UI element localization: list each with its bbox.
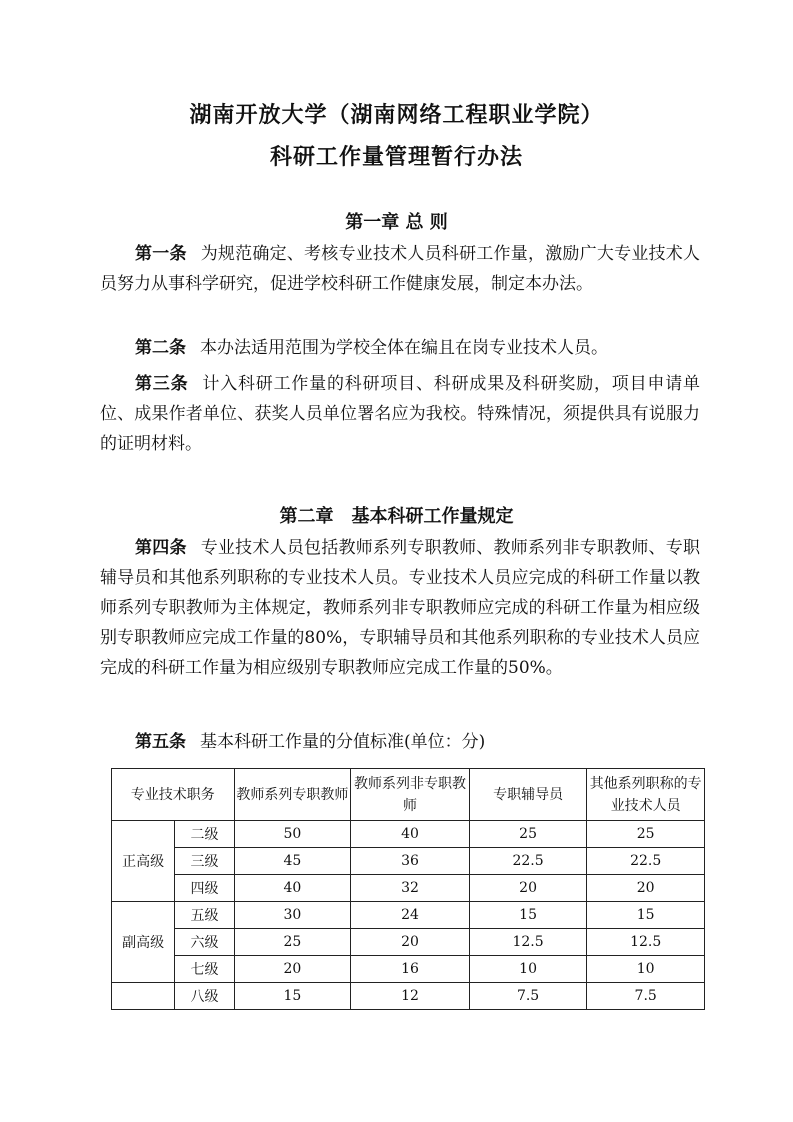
article-4-text: 专业技术人员包括教师系列专职教师、教师系列非专职教师、专职辅导员和其他系列职称的专业技术人员。专业技术人员应完成的科研工作量以教师系列专职教师为主体规定，教师系列非专职教师应完成的科研工作量为相应级别专职教师应完成工作量的80%，专职辅导员和其他系列职称的专业技术人员应完成的科研工作量为相应级别专职教师应完成工作量的50%。 (100, 538, 701, 678)
article-4-label: 第四条 (135, 538, 187, 558)
level-cell: 六级 (175, 929, 234, 956)
article-1 (100, 239, 700, 299)
value-cell: 15 (234, 983, 351, 1010)
chapter-2-heading: 第二章 基本科研工作量规定 (279, 506, 514, 527)
article-5 (100, 727, 700, 757)
header-other-staff: 其他系列职称的专业技术人员 (587, 769, 705, 821)
header-part-time-teacher: 教师系列非专职教师 (351, 769, 470, 821)
value-cell: 12.5 (587, 929, 705, 956)
header-full-time-teacher: 教师系列专职教师 (234, 769, 351, 821)
value-cell: 32 (351, 875, 470, 902)
table-row (112, 902, 705, 929)
value-cell: 10 (587, 956, 705, 983)
header-counselor: 专职辅导员 (469, 769, 587, 821)
table-row (112, 848, 705, 875)
article-4 (100, 533, 700, 683)
value-cell: 10 (469, 956, 587, 983)
value-cell: 50 (234, 821, 351, 848)
value-cell: 20 (469, 875, 587, 902)
group-associate: 副高级 (112, 902, 175, 983)
value-cell: 25 (587, 821, 705, 848)
value-cell: 36 (351, 848, 470, 875)
value-cell: 7.5 (587, 983, 705, 1010)
value-cell: 15 (587, 902, 705, 929)
group-blank (112, 983, 175, 1010)
article-2 (100, 333, 700, 363)
value-cell: 30 (234, 902, 351, 929)
article-1-label: 第一条 (135, 244, 187, 264)
value-cell: 16 (351, 956, 470, 983)
table-row (112, 821, 705, 848)
table-row (112, 929, 705, 956)
value-cell: 12 (351, 983, 470, 1010)
value-cell: 22.5 (587, 848, 705, 875)
document-title-line2: 科研工作量管理暂行办法 (269, 145, 523, 170)
level-cell: 五级 (175, 902, 234, 929)
value-cell: 40 (351, 821, 470, 848)
article-2-label: 第二条 (135, 338, 186, 358)
table-row (112, 875, 705, 902)
header-title: 专业技术职务 (112, 769, 235, 821)
article-5-text: 基本科研工作量的分值标准(单位：分) (200, 732, 486, 752)
workload-standard-table (111, 768, 705, 1010)
chapter-1-heading: 第一章 总 则 (345, 212, 448, 233)
article-3 (100, 369, 700, 459)
value-cell: 15 (469, 902, 587, 929)
value-cell: 25 (469, 821, 587, 848)
value-cell: 20 (587, 875, 705, 902)
value-cell: 12.5 (469, 929, 587, 956)
value-cell: 7.5 (469, 983, 587, 1010)
level-cell: 七级 (175, 956, 234, 983)
value-cell: 24 (351, 902, 470, 929)
level-cell: 四级 (175, 875, 234, 902)
value-cell: 25 (234, 929, 351, 956)
level-cell: 八级 (175, 983, 234, 1010)
table-row (112, 956, 705, 983)
value-cell: 40 (234, 875, 351, 902)
article-1-text: 为规范确定、考核专业技术人员科研工作量，激励广大专业技术人员努力从事科学研究，促进学校科研工作健康发展，制定本办法。 (100, 244, 701, 294)
value-cell: 20 (234, 956, 351, 983)
table-header-row (112, 769, 705, 821)
value-cell: 22.5 (469, 848, 587, 875)
document-title-line1: 湖南开放大学（湖南网络工程职业学院） (189, 103, 604, 128)
table-row (112, 983, 705, 1010)
article-3-text: 计入科研工作量的科研项目、科研成果及科研奖励，项目申请单位、成果作者单位、获奖人员单位署名应为我校。特殊情况，须提供具有说服力的证明材料。 (100, 374, 701, 454)
article-3-label: 第三条 (135, 374, 189, 394)
level-cell: 三级 (175, 848, 234, 875)
article-5-label: 第五条 (135, 732, 186, 752)
article-2-text: 本办法适用范围为学校全体在编且在岗专业技术人员。 (200, 338, 608, 358)
value-cell: 20 (351, 929, 470, 956)
level-cell: 二级 (175, 821, 234, 848)
group-senior: 正高级 (112, 821, 175, 902)
value-cell: 45 (234, 848, 351, 875)
